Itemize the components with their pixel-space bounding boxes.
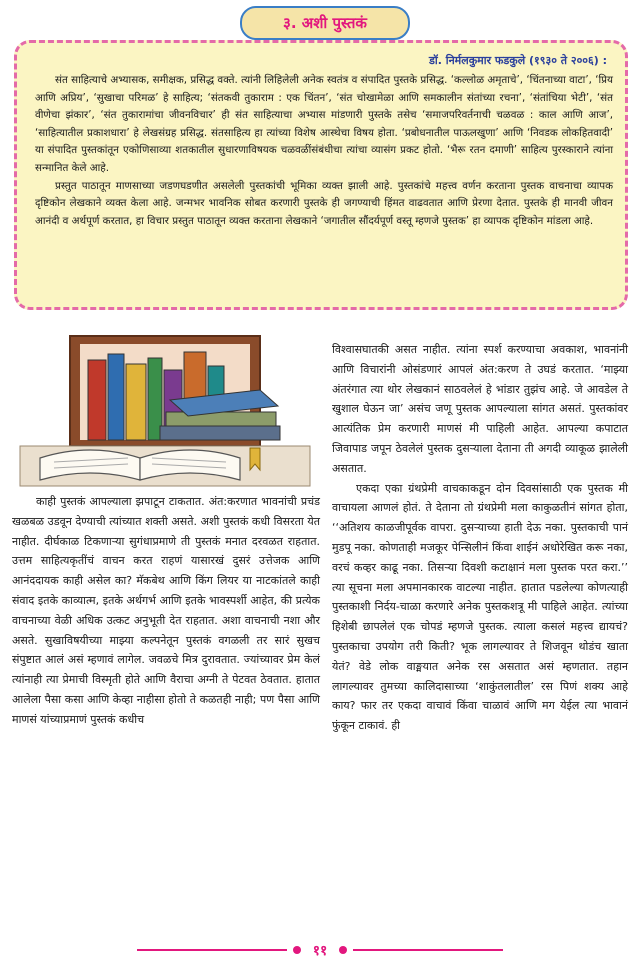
footer-rule-right: [353, 949, 503, 951]
body-paragraph: काही पुस्तकं आपल्याला झपाटून टाकतात. अंत:करणात भावनांची प्रचंड खळबळ उडवून देण्याची त्यांच्यात शक्ती असते. अशी पुस्तकं कधी विसरता येत नाहीत. दीर्घकाळ टिकणाऱ्या सुगंधाप्रमाणे ती पुस्तकं मनात दरवळत राहतात. उत्तम साहित्यकृतींचं वाचन करत राहणं यासारखं दुसरं उत्तेजक आणि आनंददायक काही असेल का? मॅकबेथ आणि किंग लियर या नाटकांतले काही संवाद इतके काव्यात्म, इतके अर्थगर्भ आणि इतके भावस्पर्शी आहेत, की प्रत्येक वाचनाच्या वेळी अधिक उत्कट अनुभूती देत राहतात. अशा वाचनाची नशा और असते. सुखाविषयीच्या माझ्या कल्पनेतून पुस्तकं वगळली तर सारं सुखच संपुष्टात आलं असं म्हणावं लागेल. जवळचे मित्र दुरावतात. ज्यांच्यावर प्रेम केलं त्यांनाही त्या प्रेमाची विस्मृती होते आणि वैराचा अग्नी ते पेटवत ठेवतात. हातात आलेला पैसा कसा आणि केव्हा नाहीसा होतो ते कळतही नाही; पण पैसा आणि माणसं यांच्याप्रमाणं पुस्तकं कधीच: [12, 495, 320, 726]
chapter-title: ३. अशी पुस्तकं: [240, 6, 410, 40]
footer-dot-icon: [339, 946, 347, 954]
author-bio-paragraph: संत साहित्याचे अभ्यासक, समीक्षक, प्रसिद्ध वक्ते. त्यांनी लिहिलेली अनेक स्वतंत्र व संपादित पुस्तके प्रसिद्ध. ‘कल्लोळ अमृताचे’, ‘चिंतनाच्या वाटा’, ‘प्रिय आणि अप्रिय’, ‘सुखाचा परिमळ’ हे साहित्य; ‘संतकवी तुकाराम : एक चिंतन’, ‘संत चोखामेळा आणि समकालीन संतांच्या रचना’, ‘संतांचिया भेटी’, ‘संत वीणेचा झंकार’, ‘संत तुकारामांचा जीवनविचार’ ही संत साहित्याचा अभ्यास मांडणारी पुस्तके तसेच ‘समाजपरिवर्तनाची चळवळ : काल आणि आज’, ‘साहित्यातील प्रकाशधारा’ हे लेखसंग्रह प्रसिद्ध. संतसाहित्य हा त्यांच्या विशेष आस्थेचा विषय होता. ‘प्रबोधनातील पाऊलखुणा’ आणि ‘निवडक लोकहितवादी’ या संपादित पुस्तकांतून एकोणिसाव्या शतकातील सुधारणाविषयक चळवळींसंबंधीचा त्यांचा व्यासंग प्रकट होतो. ‘भैरू रतन दमाणी’ साहित्य पुरस्काराने त्यांना सन्मानित केले आहे.: [35, 74, 613, 174]
page-number: ११: [312, 942, 328, 959]
author-name: डॉ. निर्मलकुमार फडकुले (१९३० ते २००६) :: [428, 54, 607, 67]
author-intro-box: [14, 40, 628, 310]
footer-dot-icon: [293, 946, 301, 954]
body-left-column: [12, 492, 320, 730]
lesson-summary-paragraph: प्रस्तुत पाठातून माणसाच्या जडणघडणीत असलेली पुस्तकांची भूमिका व्यक्त झाली आहे. पुस्तकांचे महत्त्व वर्णन करताना पुस्तक वाचनाचा व्यापक दृष्टिकोन लेखकाने व्यक्त केला आहे. जन्मभर भावनिक सोबत करणारी पुस्तके ही जगण्याची हिंमत वाढवतात आणि प्रेरणा देतात. पुस्तके ही मानवी जीवन आनंदी व अर्थपूर्ण करतात, हा विचार प्रस्तुत पाठातून व्यक्त करताना लेखकाने ‘जगातील सौंदर्यपूर्ण वस्तू म्हणजे पुस्तक’ हा व्यापक दृष्टिकोन मांडला आहे.: [35, 179, 614, 227]
footer-rule-left: [137, 949, 287, 951]
body-paragraph: एकदा एका ग्रंथप्रेमी वाचकाकडून दोन दिवसांसाठी एक पुस्तक मी वाचायला आणलं होतं. ते देताना तो ग्रंथप्रेमी मला काकुळतीनं सांगत होता, ‘‘अतिशय काळजीपूर्वक वापरा. दुसऱ्याच्या हाती देऊ नका. पुस्तकाची पानं मुडपू नका. कोणताही मजकूर पेन्सिलीनं किंवा शाईनं अधोरेखित करू नका, वरचं कव्हर काढू नका. तिसऱ्या दिवशी कटाक्षानं मला पुस्तक परत करा.’’ त्या सूचना मला अपमानकारक वाटल्या नाहीत. हातात पडलेल्या कोणत्याही पुस्तकाशी निर्दय-चाळा करणारे अनेक पुस्तकशत्रू मी पाहिले आहेत. त्यांच्या हिशेबी छापलेलं एक चोपडं म्हणजे पुस्तक. त्याला कसलं महत्त्व द्यायचं? पुस्तकाचा उपयोग तरी किती? भूक लागल्यावर ते शिजवून थोडंच खाता येतं? वेडे लोक वाङ्मयात अनेक रस असतात असं म्हणतात. तहान लागल्यावर तुमच्या कालिदासाच्या ‘शाकुंतलातील’ रस पिणं शक्य आहे काय? फार तर एकदा वाचावं किंवा चाळावं आणि मग येईल त्या भावानं फुंकून टाकावं. ही: [332, 481, 628, 733]
page-footer: [0, 938, 640, 962]
body-right-column: [332, 340, 628, 736]
body-paragraph: विश्वासघातकी असत नाहीत. त्यांना स्पर्श करण्याचा अवकाश, भावनांनी आणि विचारांनी ओसंडणारं आपलं अंत:करण ते उघडं करतात. ‘माझ्या अंतरंगात त्या थोर लेखकानं साठवलेलं हे भांडार तुझंच आहे. जे आवडेल ते खुशाल घेऊन जा’ असंच जणू पुस्तक आपल्याला सांगत असतं. पुस्तकांवर आत्यंतिक प्रेम करणारी माणसं मी पाहिली आहेत. आपल्या कपाटात जिवापाड जपून ठेवलेलं पुस्तक दुसऱ्याला देताना ती अगदी व्याकूळ झालेली असतात.: [332, 343, 628, 475]
books-illustration: [10, 330, 320, 490]
